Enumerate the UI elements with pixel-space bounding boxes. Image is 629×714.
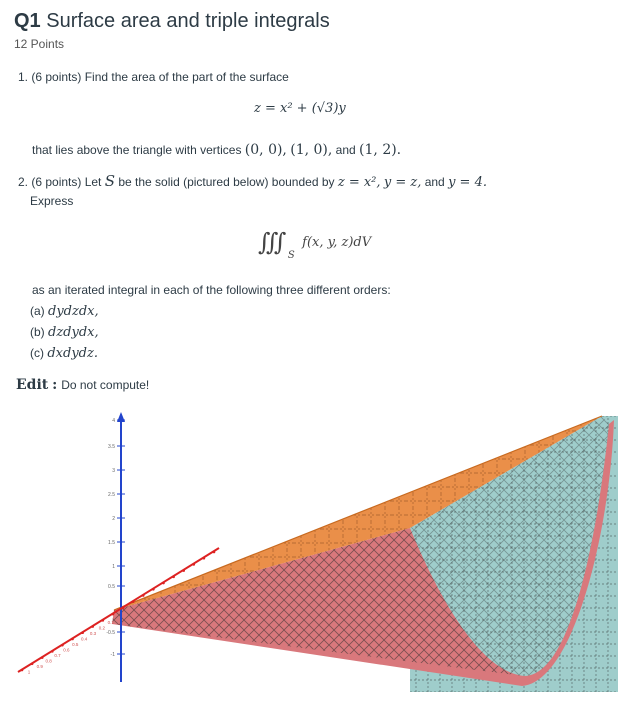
order-a — [30, 304, 99, 319]
question-header — [14, 10, 330, 51]
problem-1-vertices-line — [32, 142, 401, 158]
problem-1-surface-equation: z = x² + (√3)y — [254, 101, 346, 116]
x-tick-label: 0.9 — [36, 664, 43, 670]
question-title — [14, 10, 330, 33]
x-tick-mark — [203, 557, 206, 560]
bounds-and: and — [424, 175, 445, 189]
question-title-text: Surface area and triple integrals — [46, 10, 330, 32]
x-tick-label: 0.6 — [63, 647, 70, 653]
z-tick-label: -0.5 — [106, 630, 115, 636]
solid-symbol: S — [104, 172, 116, 190]
integral-subscript: S — [287, 250, 295, 261]
problem-2-intro: 2. (6 points) Let — [18, 175, 102, 189]
x-tick-label: 0.7 — [54, 653, 61, 659]
x-tick-mark — [71, 638, 74, 641]
solid-figure — [14, 410, 618, 692]
x-tick-label: 1 — [27, 669, 31, 675]
x-tick-mark — [142, 594, 145, 597]
order-a-label: (a) — [30, 304, 45, 318]
order-b-label: (b) — [30, 325, 45, 339]
x-tick-mark — [102, 619, 105, 622]
bound-3: y = 4. — [448, 175, 487, 190]
bound-1: z = x², — [337, 175, 381, 190]
z-tick-label: 2 — [112, 516, 115, 522]
question-number: Q1 — [14, 10, 41, 32]
z-tick-label: 3 — [112, 468, 115, 474]
x-tick-label: 0.1 — [107, 620, 114, 626]
order-c-label: (c) — [30, 346, 44, 360]
solid-figure-svg — [14, 410, 618, 692]
x-tick-mark — [152, 588, 155, 591]
question-points: 12 Points — [14, 37, 65, 51]
order-c-value: dxdydz. — [47, 346, 98, 361]
vertices-text: that lies above the triangle with vertices — [32, 143, 242, 157]
x-tick-mark — [51, 650, 54, 653]
edit-note — [16, 376, 149, 393]
x-tick-mark — [41, 656, 44, 659]
x-tick-mark — [31, 662, 34, 665]
x-tick-label: 0.3 — [89, 631, 97, 637]
edit-label: Edit — [16, 377, 49, 393]
triple-integral-sign: ∭ — [258, 228, 287, 256]
z-tick-label: 4 — [112, 418, 115, 424]
x-tick-mark — [172, 576, 175, 579]
x-tick-mark — [21, 669, 24, 672]
x-tick-mark — [81, 631, 84, 634]
integrand: f(x, y, z)dV — [302, 235, 372, 250]
problem-2-mid: be the solid (pictured below) bounded by — [118, 175, 335, 189]
z-tick-label: -1 — [110, 652, 115, 658]
order-b-value: dzdydx, — [48, 325, 99, 340]
x-tick-label: 0.5 — [72, 642, 79, 648]
x-tick-mark — [112, 613, 115, 616]
orders-text: as an iterated integral in each of the following three different orders: — [32, 283, 391, 297]
order-c — [30, 346, 98, 361]
triple-integral — [258, 228, 372, 261]
z-tick-label: 1.5 — [108, 540, 115, 546]
x-tick-mark — [132, 600, 135, 603]
x-tick-mark — [122, 607, 125, 610]
order-a-value: dydzdx, — [48, 304, 99, 319]
x-tick-mark — [213, 551, 216, 554]
z-tick-label: 2.5 — [108, 492, 115, 498]
z-tick-label: 0.5 — [108, 584, 115, 590]
problem-1-intro: 1. (6 points) Find the area of the part of the surface — [18, 70, 289, 84]
edit-note-text: Do not compute! — [61, 378, 150, 392]
order-b — [30, 325, 99, 340]
x-tick-mark — [162, 582, 165, 585]
z-tick-label: 1 — [112, 564, 115, 570]
x-tick-mark — [91, 625, 94, 628]
problem-2-intro-line — [18, 172, 487, 190]
vertex-2: (1, 0), — [290, 142, 333, 158]
x-tick-label: 0.4 — [81, 636, 88, 642]
bound-2: y = z, — [383, 175, 422, 190]
x-tick-mark — [61, 644, 64, 647]
express-text: Express — [30, 194, 74, 208]
x-tick-mark — [182, 569, 185, 572]
vertices-and: and — [335, 143, 356, 157]
vertex-3: (1, 2). — [359, 142, 402, 158]
x-tick-label: 0.8 — [45, 658, 52, 664]
vertex-1: (0, 0), — [244, 142, 287, 158]
x-tick-mark — [192, 563, 195, 566]
z-tick-label: 3.5 — [108, 444, 115, 450]
x-tick-label: 0.2 — [98, 625, 105, 631]
edit-colon: : — [52, 377, 58, 393]
